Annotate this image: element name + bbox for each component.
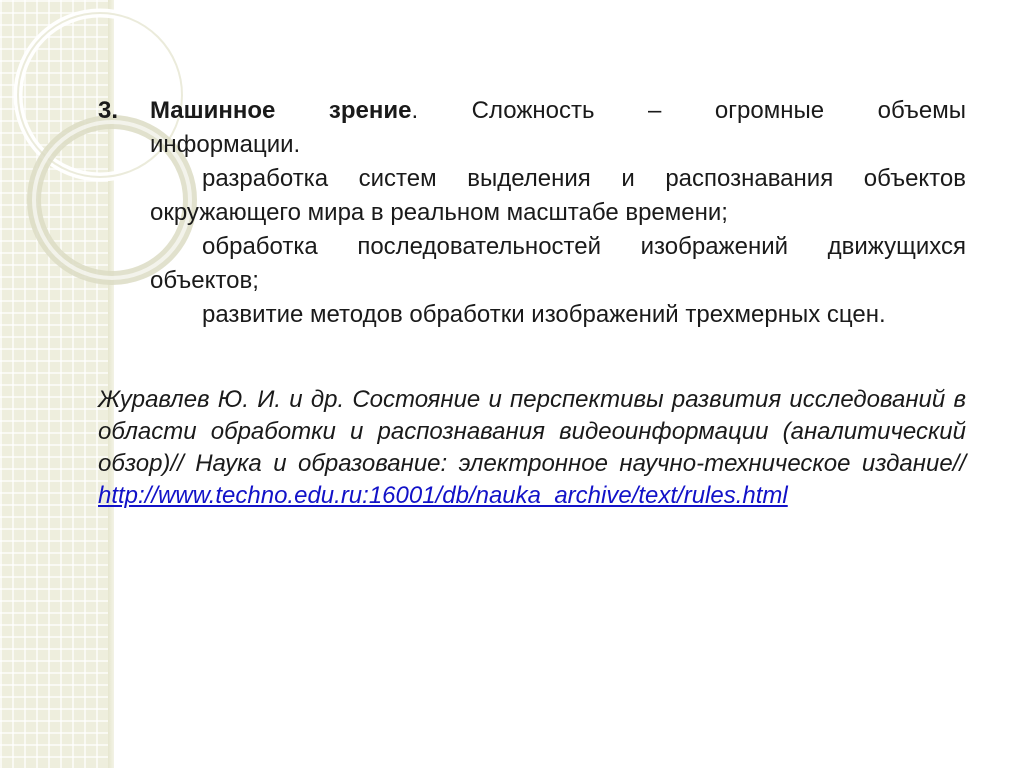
section-title-rest: . Сложность – огромные объемы [411, 97, 966, 124]
section-title-bold: Машинное зрение [150, 97, 412, 124]
reference-text: Журавлев Ю. И. и др. Состояние и перспективы развития исследований в области обработки и распознавания видеоинформации (аналитический обзор)// Наука и образование: электронное научно-техническое издание// [98, 386, 966, 477]
slide-content [98, 94, 966, 512]
section-bullet: обработка последовательностей изображений движущихся объектов; [150, 233, 966, 294]
reference-citation [98, 384, 966, 512]
section-title [150, 94, 966, 128]
section-block [98, 94, 966, 332]
section-heading [98, 94, 966, 128]
section-bullet: развитие методов обработки изображений трехмерных сцен. [202, 301, 886, 328]
section-title-continuation: информации. [150, 131, 301, 158]
reference-link[interactable]: http://www.techno.edu.ru:16001/db/nauka_archive/text/rules.html [98, 482, 788, 509]
section-bullet: разработка систем выделения и распознавания объектов окружающего мира в реальном масштабе времени; [150, 165, 966, 226]
section-number: 3. [98, 97, 119, 124]
